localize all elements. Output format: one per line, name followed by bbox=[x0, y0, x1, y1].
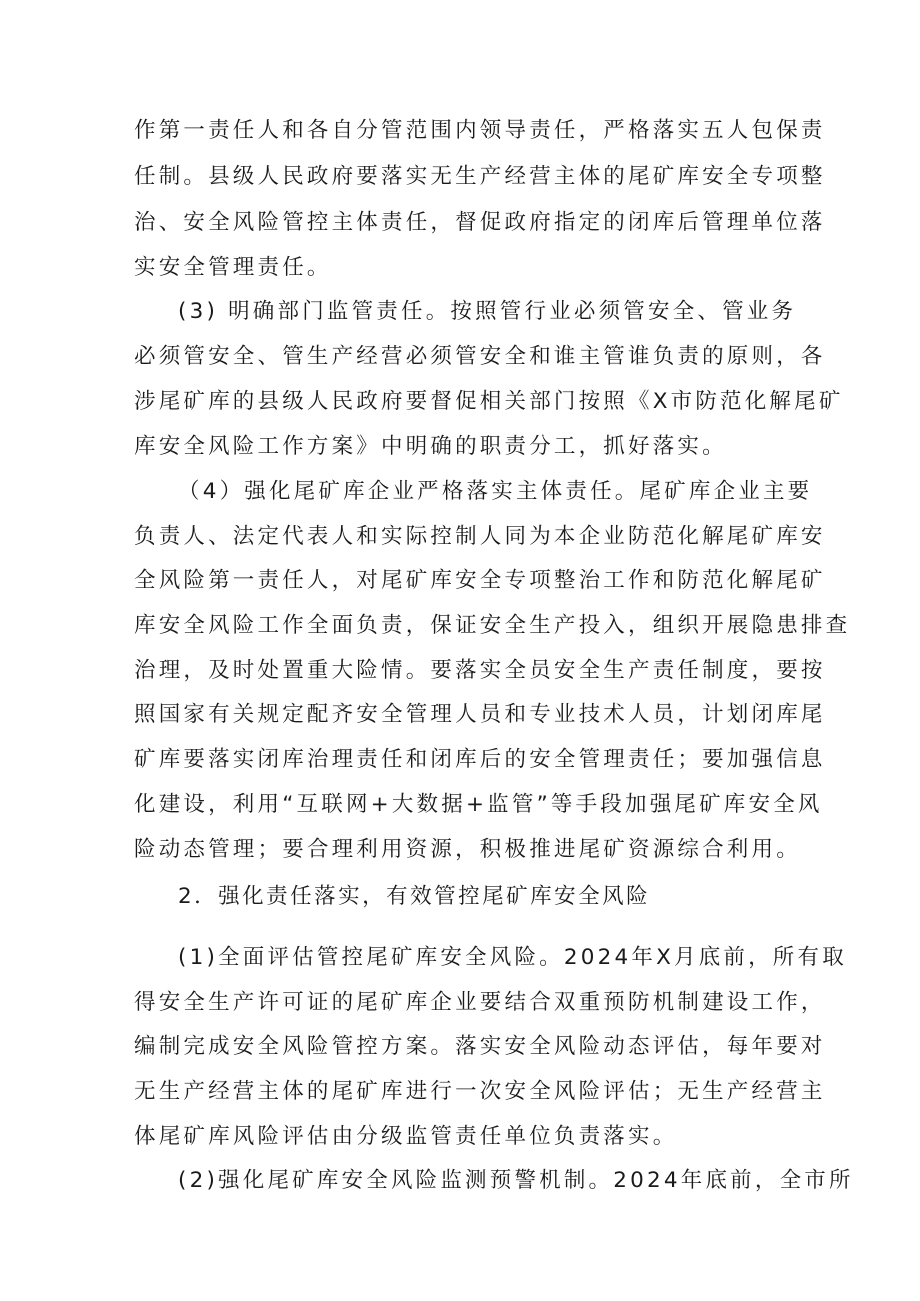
paragraph-line: 涉尾矿库的县级人民政府要督促相关部门按照《X市防范化解尾矿 bbox=[134, 389, 844, 414]
paragraph-line: 负责人、法定代表人和实际控制人同为本企业防范化解尾矿库安 bbox=[134, 524, 826, 549]
paragraph-line: 险动态管理；要合理利用资源，积极推进尾矿资源综合利用。 bbox=[134, 837, 801, 862]
paragraph-line: (2)强化尾矿库安全风险监测预警机制。2024年底前，全市所 bbox=[178, 1168, 854, 1193]
paragraph-line: 作第一责任人和各自分管范围内领导责任，严格落实五人包保责 bbox=[134, 118, 826, 143]
paragraph-line: 治理，及时处置重大险情。要落实全员安全生产责任制度，要按 bbox=[134, 658, 826, 683]
section-heading: 2．强化责任落实，有效管控尾矿库安全风险 bbox=[178, 884, 651, 909]
paragraph-line: (3) 明确部门监管责任。按照管行业必须管安全、管业务 bbox=[178, 299, 797, 324]
paragraph-line: 实安全管理责任。 bbox=[134, 255, 332, 280]
paragraph-line: 化建设，利用“互联网+大数据+监管”等手段加强尾矿库安全风 bbox=[134, 792, 823, 817]
paragraph-line: 库安全风险工作方案》中明确的职责分工，抓好落实。 bbox=[134, 434, 727, 459]
paragraph-line: 库安全风险工作全面负责，保证安全生产投入，组织开展隐患排查 bbox=[134, 613, 851, 638]
paragraph-line: 体尾矿库风险评估由分级监管责任单位负责落实。 bbox=[134, 1124, 678, 1149]
paragraph-line: 矿库要落实闭库治理责任和闭库后的安全管理责任；要加强信息 bbox=[134, 747, 826, 772]
paragraph-line: 编制完成安全风险管控方案。落实安全风险动态评估，每年要对 bbox=[134, 1034, 826, 1059]
paragraph-line: 得安全生产许可证的尾矿库企业要结合双重预防机制建设工作， bbox=[134, 990, 826, 1015]
paragraph-line: （4）强化尾矿库企业严格落实主体责任。尾矿库企业主要 bbox=[178, 479, 813, 504]
paragraph-line: 治、安全风险管控主体责任，督促政府指定的闭库后管理单位落 bbox=[134, 210, 826, 235]
paragraph-line: 任制。县级人民政府要落实无生产经营主体的尾矿库安全专项整 bbox=[134, 164, 826, 189]
paragraph-line: 必须管安全、管生产经营必须管安全和谁主管谁负责的原则，各 bbox=[134, 344, 826, 369]
paragraph-line: 照国家有关规定配齐安全管理人员和专业技术人员，计划闭库尾 bbox=[134, 702, 826, 727]
paragraph-line: (1)全面评估管控尾矿库安全风险。2024年X月底前，所有取 bbox=[178, 945, 847, 970]
paragraph-line: 无生产经营主体的尾矿库进行一次安全风险评估；无生产经营主 bbox=[134, 1079, 826, 1104]
paragraph-line: 全风险第一责任人，对尾矿库安全专项整治工作和防范化解尾矿 bbox=[134, 568, 826, 593]
